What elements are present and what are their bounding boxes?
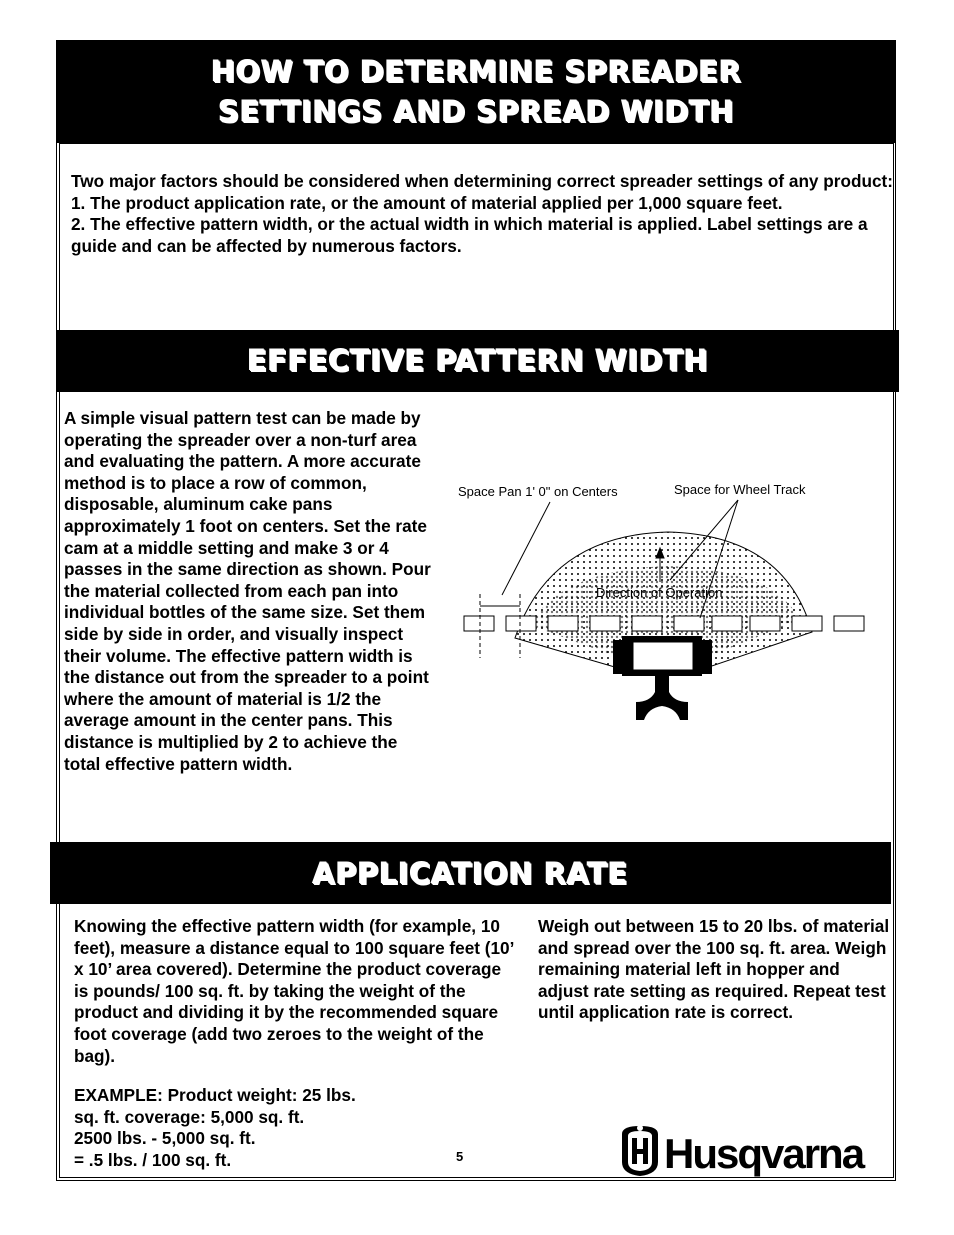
example-calculation: [74, 1085, 434, 1171]
application-rate-right-text: Weigh out between 15 to 20 lbs. of material and spread over the 100 sq. ft. area. Weigh remaining material left in hopper and adjust rate setting as required. Repeat test until application rate is correct.: [538, 916, 890, 1023]
heading-line-1: HOW TO DETERMINE SPREADER: [211, 55, 742, 89]
example-line: sq. ft. coverage: 5,000 sq. ft.: [74, 1106, 305, 1127]
intro-paragraph: Two major factors should be considered when determining correct spreader settings of any product:: [71, 171, 893, 191]
husqvarna-logo: [616, 1122, 888, 1178]
example-line: EXAMPLE: Product weight: 25 lbs.: [74, 1085, 356, 1105]
intro-text: [71, 171, 893, 257]
intro-item-1: 1. The product application rate, or the amount of material applied per 1,000 square feet.: [71, 192, 783, 213]
brand-wordmark: Husqvarna: [664, 1130, 864, 1177]
heading-line-2: SETTINGS AND SPREAD WIDTH: [218, 95, 735, 129]
crown-h-icon: [622, 1125, 658, 1176]
example-line: = .5 lbs. / 100 sq. ft.: [74, 1149, 232, 1170]
intro-item-2: 2. The effective pattern width, or the actual width in which material is applied. Label settings are a guide and can be affected by numerous factors.: [71, 214, 868, 256]
heading-effective-pattern-width: [57, 330, 899, 392]
heading-application-rate: [50, 842, 891, 904]
example-line: 2500 lbs. - 5,000 sq. ft.: [74, 1128, 256, 1149]
spreader-body: [613, 636, 712, 720]
label-wheel-track: Space for Wheel Track: [674, 482, 806, 497]
application-rate-left-text: Knowing the effective pattern width (for example, 10 feet), measure a distance equal to 100 square feet (10’ x 10’ area covered). Determine the product coverage is pounds/ 100 sq. ft. by taking the weight of the product and dividing it by the recommended square foot coverage (add two zeroes to the weight of the bag).: [74, 916, 514, 1066]
heading-text: EFFECTIVE PATTERN WIDTH: [247, 344, 709, 378]
heading-text: APPLICATION RATE: [312, 857, 629, 891]
heading-spreader-settings: [57, 41, 896, 143]
spread-pattern-diagram: [450, 470, 880, 730]
pattern-text: A simple visual pattern test can be made by operating the spreader over a non-turf area and evaluating the pattern. A more accurate method is to place a row of common, disposable, aluminum cake pans approximately 1 foot on centers. Set the rate cam at a middle setting and make 3 or 4 passes in the same direction as shown. Pour the material collected from each pan into individual bottles of the same size. Set them side by side in order, and visually inspect their volume. The effective pattern width is the distance out from the spreader to a point where the amount of material is 1/2 the average amount in the center pans. This distance is multiplied by 2 to achieve the total effective pattern width.: [64, 408, 431, 774]
label-direction: Direction of Operation: [596, 585, 723, 600]
page-number: 5: [456, 1149, 464, 1164]
label-pan-spacing: Space Pan 1' 0" on Centers: [458, 484, 618, 499]
